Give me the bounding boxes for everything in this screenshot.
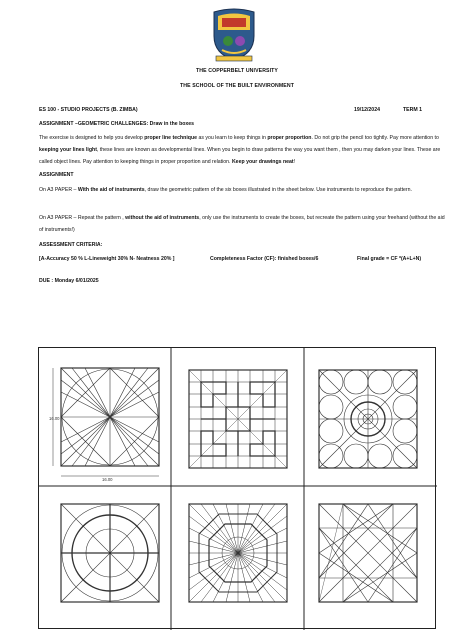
- task-1: [39, 184, 447, 196]
- term: TERM 1: [403, 107, 423, 113]
- school-name: THE SCHOOL OF THE BUILT ENVIRONMENT: [180, 83, 294, 89]
- intro-bold-2: proper proportion: [267, 135, 312, 141]
- university-crest-icon: [208, 8, 260, 62]
- pattern-box-4: [61, 504, 159, 602]
- criteria-final-grade: Final grade = CF *(A+L+N): [357, 256, 422, 262]
- criteria-weights: [A-Accuracy 50 % L-Lineweight 30% N- Neatness 20% ]: [39, 256, 175, 262]
- task-2: [39, 212, 447, 236]
- course-code: ES 100 - STUDIO PROJECTS (B. ZIMBA): [39, 107, 138, 113]
- task-1-a: On A3 PAPER –: [39, 187, 78, 193]
- dimension-label-horizontal: 16.00: [102, 477, 113, 482]
- intro-bold-4: Keep your drawings neat: [231, 159, 294, 165]
- pattern-box-5: [189, 504, 287, 602]
- pattern-box-2: [189, 370, 287, 468]
- due-date: DUE : Monday 6/01/2025: [39, 278, 99, 284]
- criteria-completeness: Completeness Factor (CF): finished boxes/6: [210, 256, 319, 262]
- assignment-title: ASSIGNMENT –GEOMETRIC CHALLENGES: Draw in the boxes: [39, 121, 195, 127]
- pattern-box-3: [319, 370, 417, 468]
- dimension-label-vertical: 16.00: [49, 416, 60, 421]
- intro-bold-3: keeping your lines light: [39, 147, 97, 153]
- intro-bold-1: proper line technique: [144, 135, 198, 141]
- intro-text-4: , these lines are known as developmental lines. When you begin to draw patterns the way you want them , then you may darken your lines. These are called object lines. Pay attention to keeping things in proper proportion and relation.: [39, 147, 441, 165]
- assignment-heading: ASSIGNMENT: [39, 172, 74, 178]
- task-2-b: without the aid of instruments: [125, 215, 200, 221]
- university-name: THE COPPERBELT UNIVERSITY: [196, 68, 278, 74]
- pattern-box-1: [53, 368, 159, 476]
- task-2-a: On A3 PAPER – Repeat the pattern ,: [39, 215, 126, 221]
- intro-text-2: as you learn to keep things in: [197, 135, 268, 141]
- task-1-b: With the aid of instruments: [77, 187, 145, 193]
- task-2-c: , only use the instruments to create the boxes, but recreate the pattern using your freehand (without the aid of instruments!): [39, 215, 445, 233]
- intro-paragraph: [39, 132, 447, 168]
- pattern-box-6: [319, 504, 417, 602]
- date: 19/12/2024: [354, 107, 380, 113]
- intro-text-3: . Do not grip the pencil too tightly. Pay more attention to: [311, 135, 439, 141]
- intro-text-1: The exercise is designed to help you develop: [39, 135, 145, 141]
- patterns-svg: [39, 348, 437, 630]
- task-1-c: , draw the geometric pattern of the six boxes illustrated in the sheet below. Use instruments to reproduce the pattern.: [144, 187, 412, 193]
- geometric-patterns-figure: [38, 347, 436, 629]
- intro-text-5: !: [293, 159, 296, 165]
- criteria-heading: ASSESSMENT CRITERIA:: [39, 242, 103, 248]
